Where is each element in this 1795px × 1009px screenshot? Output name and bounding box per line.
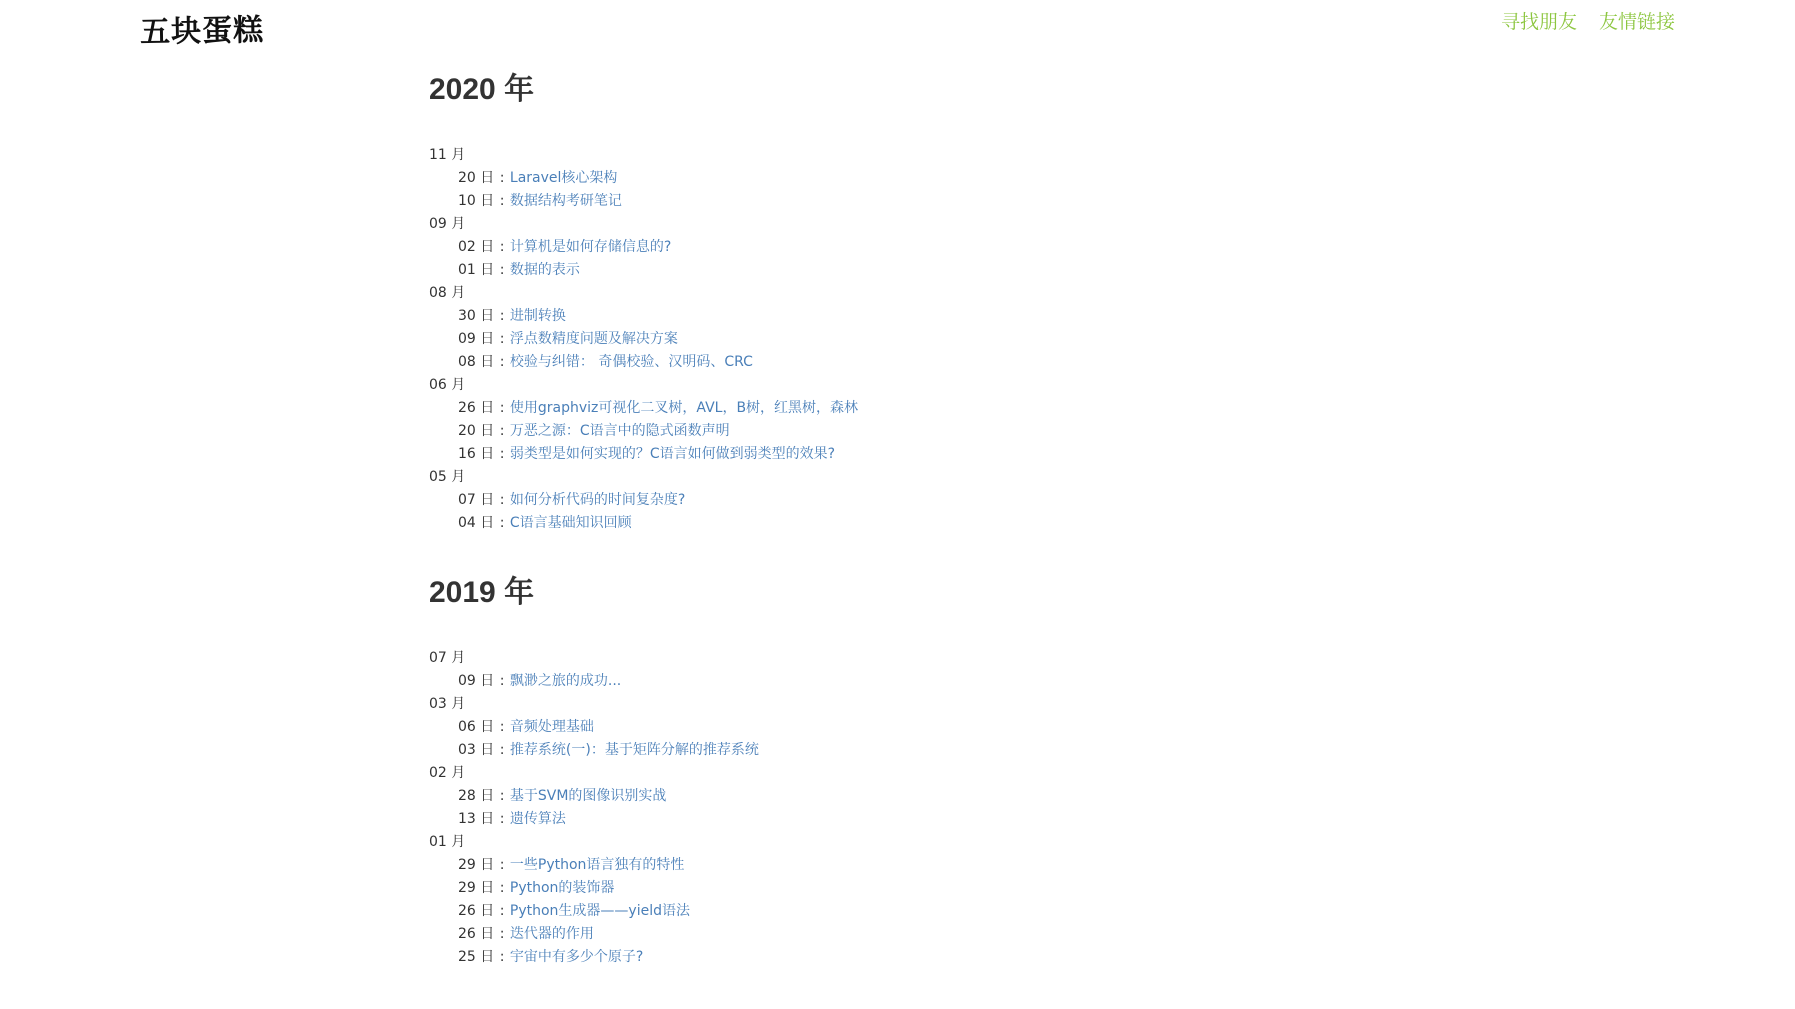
post-day: 02 日 [458, 239, 495, 255]
year-heading: 2020 年 [429, 73, 535, 106]
post-link[interactable]: Python的装饰器 [509, 880, 615, 896]
post-item [429, 351, 1329, 374]
post-link[interactable]: 计算机是如何存储信息的? [509, 239, 672, 255]
post-link[interactable]: 使用graphviz可视化二叉树，AVL，B树，红黑树，森林 [509, 400, 859, 416]
post-day: 26 日 [458, 903, 495, 919]
post-day: 28 日 [458, 788, 495, 804]
post-day: 04 日 [458, 515, 495, 531]
month-label: 09 月 [429, 216, 466, 232]
post-link[interactable]: 推荐系统(一)：基于矩阵分解的推荐系统 [509, 742, 759, 758]
site-logo[interactable]: 五块蛋糕 [139, 12, 265, 51]
post-item [429, 328, 1329, 351]
post-link[interactable]: 音频处理基础 [509, 719, 594, 735]
post-day: 20 日 [458, 170, 495, 186]
month-label: 02 月 [429, 765, 466, 781]
post-item [429, 397, 1329, 420]
post-link[interactable]: 浮点数精度问题及解决方案 [509, 331, 678, 347]
post-item [429, 420, 1329, 443]
post-day: 07 日 [458, 492, 495, 508]
post-item [429, 946, 1329, 969]
post-item [429, 167, 1329, 190]
post-link[interactable]: 迭代器的作用 [509, 926, 594, 942]
post-separator: : [495, 262, 509, 278]
month-label: 08 月 [429, 285, 466, 301]
year-block [429, 575, 1329, 969]
year-block [429, 72, 1329, 535]
post-link[interactable]: C语言基础知识回顾 [509, 515, 632, 531]
post-day: 10 日 [458, 193, 495, 209]
post-day: 09 日 [458, 673, 495, 689]
post-item [429, 670, 1329, 693]
post-link[interactable]: 一些Python语言独有的特性 [509, 857, 685, 873]
post-item [429, 259, 1329, 282]
post-day: 06 日 [458, 719, 495, 735]
post-day: 16 日 [458, 446, 495, 462]
post-day: 26 日 [458, 926, 495, 942]
post-separator: : [495, 926, 509, 942]
post-separator: : [495, 331, 509, 347]
post-link[interactable]: Python生成器——yield语法 [509, 903, 690, 919]
nav-link-friend-links[interactable]: 友情链接 [1598, 11, 1675, 33]
post-day: 20 日 [458, 423, 495, 439]
post-link[interactable]: 进制转换 [509, 308, 566, 324]
post-link[interactable]: 基于SVM的图像识别实战 [509, 788, 667, 804]
post-separator: : [495, 446, 509, 462]
post-separator: : [495, 400, 509, 416]
post-link[interactable]: 宇宙中有多少个原子? [509, 949, 644, 965]
month-label: 11 月 [429, 147, 466, 163]
post-link[interactable]: Laravel核心架构 [509, 170, 618, 186]
post-separator: : [495, 308, 509, 324]
post-separator: : [495, 239, 509, 255]
month-label: 07 月 [429, 650, 466, 666]
post-separator: : [495, 515, 509, 531]
post-item [429, 923, 1329, 946]
post-day: 29 日 [458, 857, 495, 873]
post-item [429, 739, 1329, 762]
post-day: 25 日 [458, 949, 495, 965]
nav-link-find-friends[interactable]: 寻找朋友 [1500, 11, 1577, 33]
post-day: 30 日 [458, 308, 495, 324]
post-separator: : [495, 673, 509, 689]
post-link[interactable]: 数据的表示 [509, 262, 580, 278]
post-separator: : [495, 170, 509, 186]
month-label: 06 月 [429, 377, 466, 393]
top-nav [1501, 7, 1675, 34]
post-link[interactable]: 校验与纠错： 奇偶校验、汉明码、CRC [509, 354, 753, 370]
month-label: 03 月 [429, 696, 466, 712]
post-separator: : [495, 949, 509, 965]
post-separator: : [495, 423, 509, 439]
post-day: 09 日 [458, 331, 495, 347]
post-separator: : [495, 354, 509, 370]
post-separator: : [495, 742, 509, 758]
post-item [429, 512, 1329, 535]
post-link[interactable]: 遗传算法 [509, 811, 566, 827]
month-label: 05 月 [429, 469, 466, 485]
post-separator: : [495, 492, 509, 508]
post-day: 29 日 [458, 880, 495, 896]
post-item [429, 716, 1329, 739]
post-separator: : [495, 857, 509, 873]
post-link[interactable]: 如何分析代码的时间复杂度? [509, 492, 686, 508]
post-item [429, 900, 1329, 923]
post-link[interactable]: 飘渺之旅的成功... [509, 673, 622, 689]
post-day: 26 日 [458, 400, 495, 416]
year-heading: 2019 年 [429, 576, 535, 609]
post-item [429, 854, 1329, 877]
post-link[interactable]: 弱类型是如何实现的？C语言如何做到弱类型的效果? [509, 446, 836, 462]
post-day: 03 日 [458, 742, 495, 758]
post-separator: : [495, 903, 509, 919]
post-item [429, 489, 1329, 512]
post-separator: : [495, 788, 509, 804]
post-separator: : [495, 880, 509, 896]
post-link[interactable]: 万恶之源：C语言中的隐式函数声明 [509, 423, 730, 439]
post-item [429, 877, 1329, 900]
post-day: 13 日 [458, 811, 495, 827]
post-separator: : [495, 811, 509, 827]
post-day: 01 日 [458, 262, 495, 278]
post-separator: : [495, 193, 509, 209]
post-separator: : [495, 719, 509, 735]
post-item [429, 190, 1329, 213]
archive-list [429, 64, 1329, 1009]
post-item [429, 236, 1329, 259]
post-item [429, 785, 1329, 808]
post-item [429, 808, 1329, 831]
post-item [429, 305, 1329, 328]
site-header [0, 0, 1795, 60]
post-item [429, 443, 1329, 466]
month-label: 01 月 [429, 834, 466, 850]
post-day: 08 日 [458, 354, 495, 370]
post-link[interactable]: 数据结构考研笔记 [509, 193, 622, 209]
